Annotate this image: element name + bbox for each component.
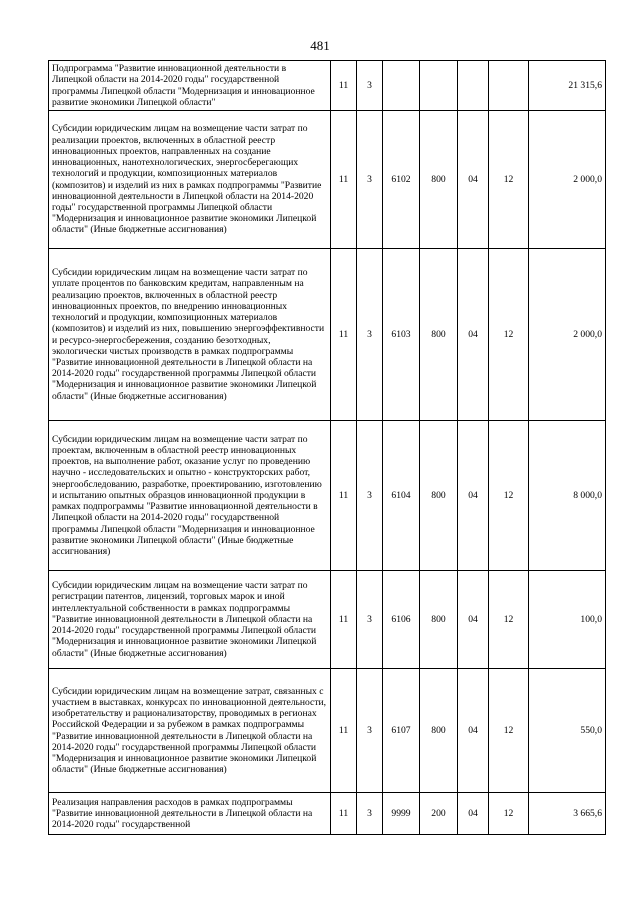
row-code-2: 3 (357, 669, 383, 793)
row-code-5: 04 (458, 793, 489, 835)
table-row (49, 249, 606, 421)
row-description: Реализация направления расходов в рамках подпрограммы "Развитие инновационной деятельности в Липецкой области на 2014-2020 годы" государственной (49, 793, 331, 835)
row-code-2: 3 (357, 421, 383, 571)
row-code-6: 12 (489, 111, 529, 249)
row-code-2: 3 (357, 571, 383, 669)
row-code-2: 3 (357, 793, 383, 835)
row-description: Субсидии юридическим лицам на возмещение части затрат по уплате процентов по банковским кредитам, направленным на реализацию проектов, включенных в областной реестр инновационных проектов, по внедрению инновационных технологий и продукции, композиционных материалов (композитов) и изделий из них, повышению энергоэффективности и ресурсо-энергосбережения, созданию безотходных, экологически чистых производств в рамках подпрограммы "Развитие инновационной деятельности в Липецкой области на 2014-2020 годы" государственной программы Липецкой области "Модернизация и инновационное развитие экономики Липецкой области" (Иные бюджетные ассигнования) (49, 249, 331, 421)
row-description: Подпрограмма "Развитие инновационной деятельности в Липецкой области на 2014-2020 годы" государственной программы Липецкой области "Модернизация и инновационное развитие экономики Липецкой области" (49, 61, 331, 111)
row-amount: 8 000,0 (529, 421, 606, 571)
row-description: Субсидии юридическим лицам на возмещение затрат, связанных с участием в выставках, конкурсах по инновационной деятельности, изобретательству и рационализаторству, проводимых в регионах Российской Федерации и за рубежом в рамках подпрограммы "Развитие инновационной деятельности в Липецкой области на 2014-2020 годы" государственной программы Липецкой области "Модернизация и инновационное развитие экономики Липецкой области" (Иные бюджетные ассигнования) (49, 669, 331, 793)
row-code-1: 11 (331, 793, 357, 835)
row-amount: 2 000,0 (529, 111, 606, 249)
budget-table (48, 60, 606, 835)
row-code-4 (420, 61, 458, 111)
row-code-4: 200 (420, 793, 458, 835)
row-description: Субсидии юридическим лицам на возмещение части затрат по проектам, включенным в областной реестр инновационных проектов, на выполнение работ, оказание услуг по проведению научно - исследовательских и опытно - конструкторских работ, энергообследованию, разработке, проектированию, изготовлению и испытанию опытных образцов инновационной продукции в рамках подпрограммы "Развитие инновационной деятельности в Липецкой области на 2014-2020 годы" государственной программы Липецкой области "Модернизация и инновационное развитие экономики Липецкой области" (Иные бюджетные ассигнования) (49, 421, 331, 571)
row-code-1: 11 (331, 571, 357, 669)
row-amount: 2 000,0 (529, 249, 606, 421)
row-amount: 21 315,6 (529, 61, 606, 111)
row-code-3: 9999 (383, 793, 420, 835)
row-code-6 (489, 61, 529, 111)
row-amount: 100,0 (529, 571, 606, 669)
row-code-5: 04 (458, 669, 489, 793)
table-row (49, 793, 606, 835)
row-code-4: 800 (420, 669, 458, 793)
page-number: 481 (310, 38, 330, 53)
row-code-4: 800 (420, 111, 458, 249)
row-code-4: 800 (420, 249, 458, 421)
row-description: Субсидии юридическим лицам на возмещение части затрат по реализации проектов, включенных в областной реестр инновационных проектов, направленных на создание инновационных, нанотехнологических, энергосберегающих технологий и продукции, композиционных материалов (композитов) и изделий из них в рамках подпрограммы "Развитие инновационной деятельности в Липецкой области на 2014-2020 годы" государственной программы Липецкой области "Модернизация и инновационное развитие экономики Липецкой области" (Иные бюджетные ассигнования) (49, 111, 331, 249)
table-row (49, 571, 606, 669)
row-code-2: 3 (357, 61, 383, 111)
row-code-6: 12 (489, 249, 529, 421)
table-row (49, 669, 606, 793)
row-code-4: 800 (420, 421, 458, 571)
row-code-5: 04 (458, 571, 489, 669)
row-code-3: 6106 (383, 571, 420, 669)
row-description: Субсидии юридическим лицам на возмещение части затрат по регистрации патентов, лицензий, торговых марок и иной интеллектуальной собственности в рамках подпрограммы "Развитие инновационной деятельности в Липецкой области на 2014-2020 годы" государственной программы Липецкой области "Модернизация и инновационное развитие экономики Липецкой области" (Иные бюджетные ассигнования) (49, 571, 331, 669)
row-code-2: 3 (357, 249, 383, 421)
row-code-6: 12 (489, 421, 529, 571)
row-code-1: 11 (331, 421, 357, 571)
row-code-6: 12 (489, 571, 529, 669)
row-amount: 3 665,6 (529, 793, 606, 835)
row-code-1: 11 (331, 669, 357, 793)
row-code-5: 04 (458, 249, 489, 421)
row-code-5: 04 (458, 421, 489, 571)
row-amount: 550,0 (529, 669, 606, 793)
row-code-3 (383, 61, 420, 111)
row-code-6: 12 (489, 669, 529, 793)
table-row (49, 421, 606, 571)
row-code-4: 800 (420, 571, 458, 669)
row-code-1: 11 (331, 111, 357, 249)
row-code-3: 6103 (383, 249, 420, 421)
row-code-6: 12 (489, 793, 529, 835)
row-code-3: 6102 (383, 111, 420, 249)
row-code-5: 04 (458, 111, 489, 249)
table-row (49, 61, 606, 111)
row-code-5 (458, 61, 489, 111)
row-code-1: 11 (331, 249, 357, 421)
row-code-2: 3 (357, 111, 383, 249)
row-code-1: 11 (331, 61, 357, 111)
row-code-3: 6104 (383, 421, 420, 571)
table-row (49, 111, 606, 249)
row-code-3: 6107 (383, 669, 420, 793)
